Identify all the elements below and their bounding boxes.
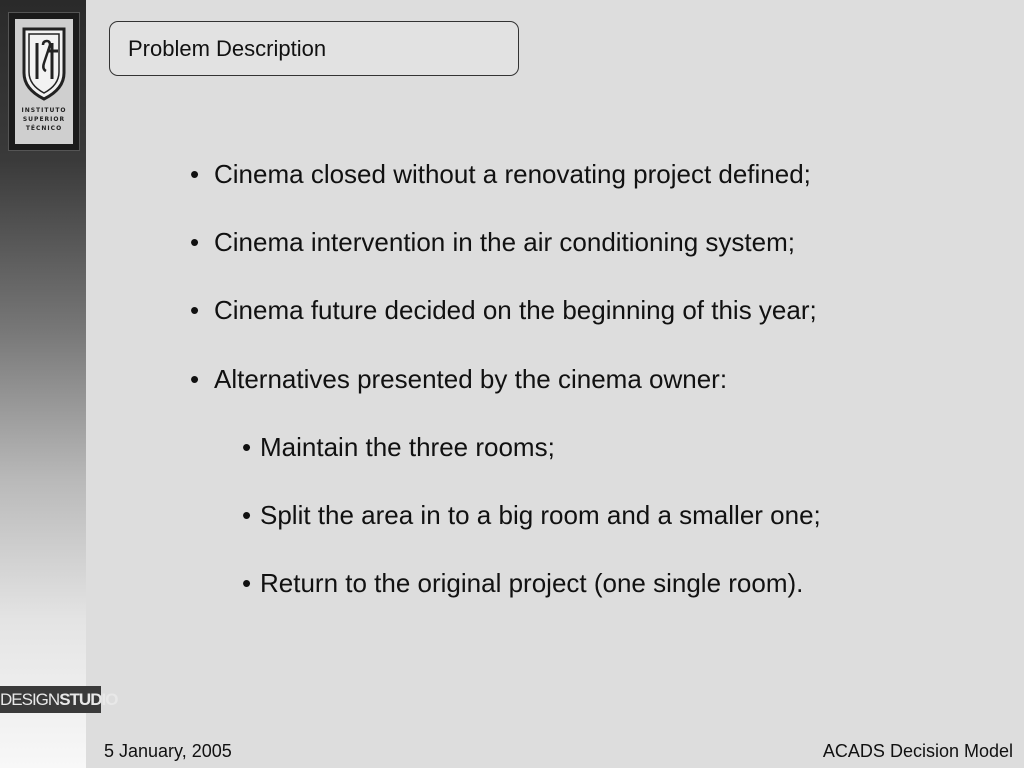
bullet-text: Split the area in to a big room and a smaller one;: [260, 500, 821, 530]
logo-text-line-2: SUPERIOR: [22, 116, 66, 123]
bullet-text: Maintain the three rooms;: [260, 432, 555, 462]
bullet-glyph: •: [190, 227, 200, 257]
title-box: [109, 21, 519, 76]
bullet-text: Cinema closed without a renovating project defined;: [214, 159, 811, 189]
design-studio-logo-studio: STUDIO: [59, 690, 118, 709]
bullet-text: Return to the original project (one single room).: [260, 568, 804, 598]
bullet-text: Cinema intervention in the air conditioning system;: [214, 227, 795, 257]
institution-logo: [8, 12, 80, 151]
bullet-text: Cinema future decided on the beginning of this year;: [214, 295, 817, 325]
slide-title: Problem Description: [128, 36, 327, 61]
bullet-item: [190, 227, 795, 258]
logo-panel: [15, 19, 73, 144]
bullet-glyph: •: [190, 295, 200, 325]
bullet-glyph: •: [242, 500, 252, 530]
shield-icon: [22, 27, 66, 101]
design-studio-logo: [0, 686, 118, 713]
bullet-item: [190, 295, 817, 326]
bullet-glyph: •: [242, 568, 252, 598]
bullet-glyph: •: [190, 364, 200, 394]
design-studio-logo-design: DESIGN: [0, 690, 60, 709]
logo-text-line-1: INSTITUTO: [21, 107, 67, 114]
bullet-glyph: •: [242, 432, 252, 462]
footer-date: 5 January, 2005: [104, 741, 232, 761]
sub-bullet-item: [242, 500, 821, 531]
bullet-glyph: •: [190, 159, 200, 189]
bullet-item: [190, 159, 811, 190]
bullet-item: [190, 364, 727, 395]
logo-text-line-3: TÉCNICO: [25, 125, 63, 132]
footer-title: ACADS Decision Model: [822, 741, 1013, 761]
bullet-text: Alternatives presented by the cinema owner:: [214, 364, 728, 394]
sub-bullet-item: [242, 432, 555, 463]
sub-bullet-item: [242, 568, 803, 599]
